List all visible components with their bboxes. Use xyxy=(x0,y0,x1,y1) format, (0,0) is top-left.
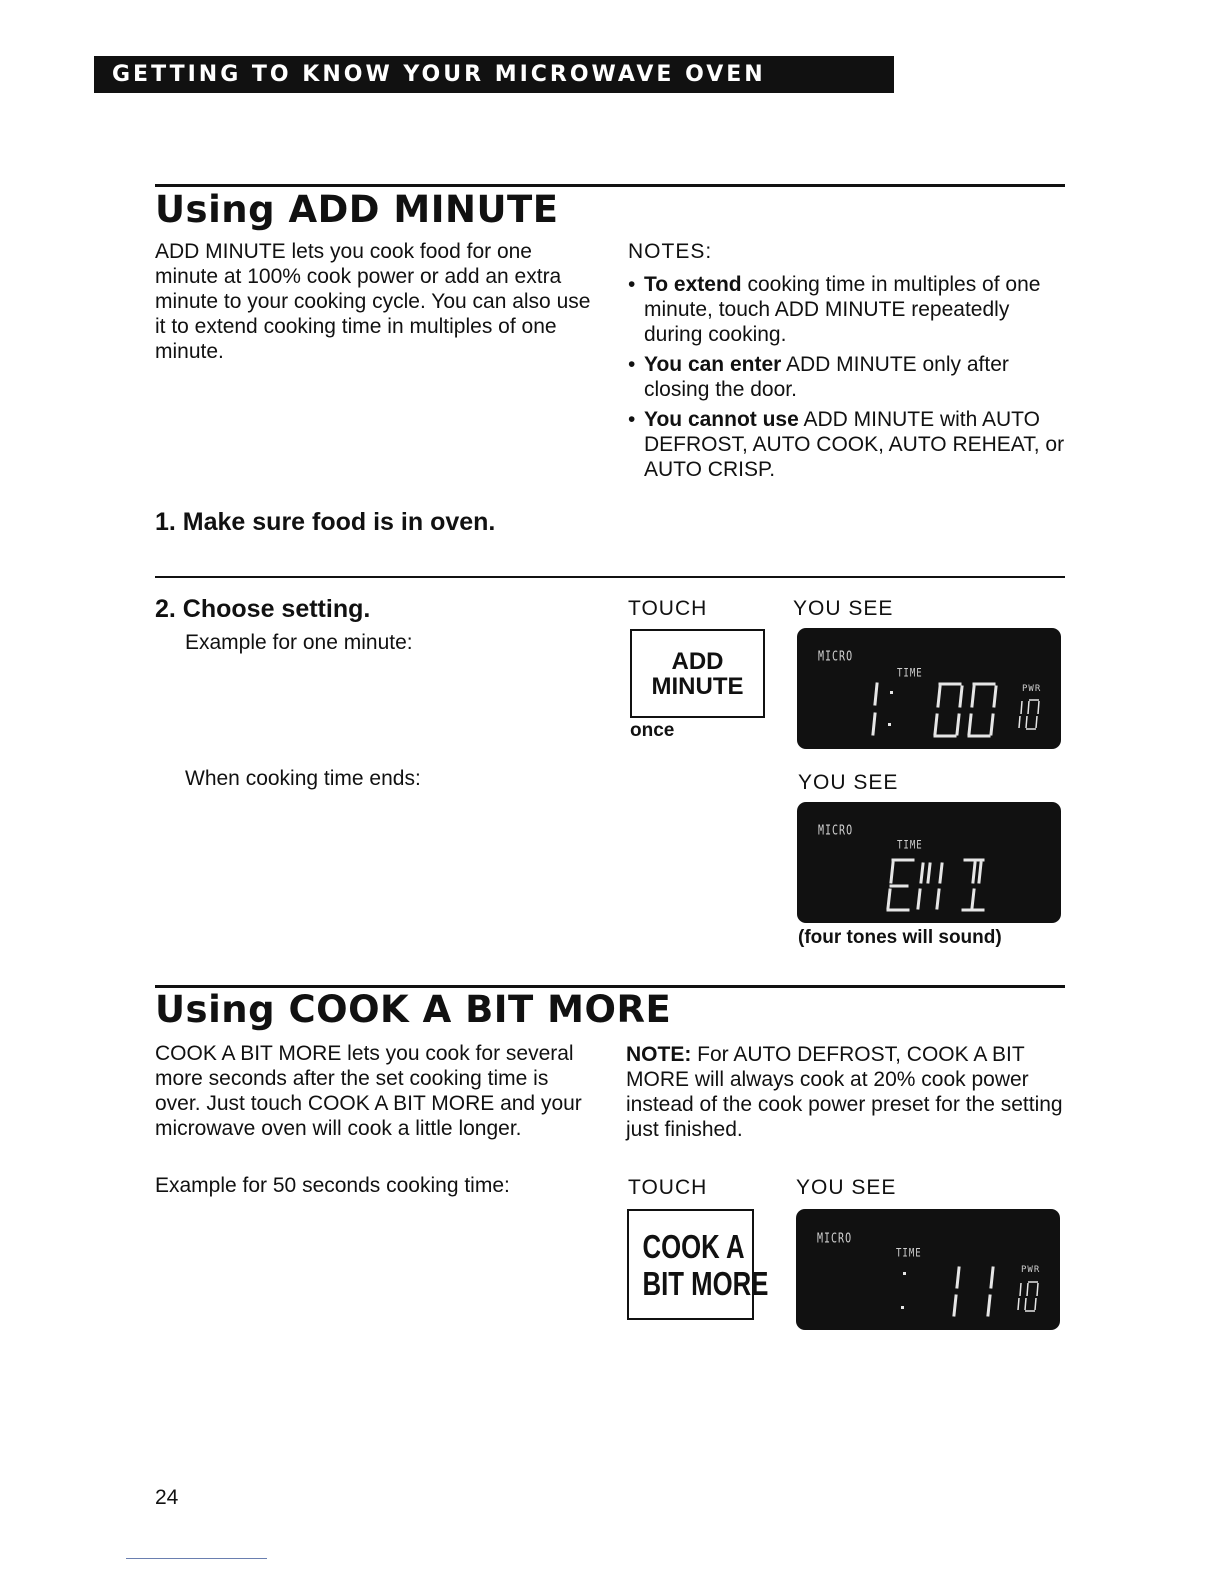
note-item xyxy=(628,352,1068,402)
page-number: 24 xyxy=(155,1486,179,1509)
key-label-line1: ADD xyxy=(671,647,724,675)
note-item xyxy=(628,407,1068,482)
notes-block xyxy=(628,239,1068,487)
section-title: Using COOK A BIT MORE xyxy=(155,988,672,1031)
bullet-icon: • xyxy=(628,353,636,376)
note-text: ADD MINUTE with AUTO DEFROST, AUTO COOK, AUTO REHEAT, or AUTO CRISP. xyxy=(644,408,1065,481)
notes-title: NOTES: xyxy=(628,240,713,263)
section-title: Using ADD MINUTE xyxy=(155,188,559,231)
display-micro-label: MICRO xyxy=(818,824,854,839)
key-caption: once xyxy=(630,720,675,741)
intro-paragraph: ADD MINUTE lets you cook food for one minute at 100% cook power or add an extra minute to your cooking cycle. You can also use it to extend cooking time in multiples of one minute. xyxy=(155,240,591,363)
bullet-icon: • xyxy=(628,408,636,431)
touch-label: TOUCH xyxy=(628,597,708,620)
you-see-label: YOU SEE xyxy=(798,771,899,794)
display-pwr-label: PWR xyxy=(1022,684,1042,694)
note-text: cooking time in multiples of one minute, touch ADD MINUTE repeatedly during cooking. xyxy=(644,273,1041,346)
key-label-line2: MINUTE xyxy=(651,672,744,700)
section-banner: GETTING TO KNOW YOUR MICROWAVE OVEN xyxy=(94,56,894,93)
key-label-line1: COOK A xyxy=(642,1227,745,1265)
add-minute-key xyxy=(630,629,765,718)
oven-display xyxy=(797,628,1061,749)
note-text: ADD MINUTE only after closing the door. xyxy=(644,353,1009,401)
oven-display xyxy=(796,1209,1060,1330)
touch-label: TOUCH xyxy=(628,1176,708,1199)
intro-paragraph: COOK A BIT MORE lets you cook for several more seconds after the set cooking time is over. Just touch COOK A BIT MORE and your microwave oven will cook a little longer. xyxy=(155,1042,582,1140)
display-pwr-label: PWR xyxy=(1021,1265,1041,1275)
display-time-label: TIME xyxy=(897,667,923,681)
note-item xyxy=(628,272,1068,347)
display-time-label: TIME xyxy=(896,1247,922,1261)
oven-display xyxy=(797,802,1061,923)
you-see-label: YOU SEE xyxy=(796,1176,897,1199)
display-segments xyxy=(797,802,1061,923)
step-rule xyxy=(155,576,1065,578)
footer-rule xyxy=(126,1558,267,1559)
note-lead: You can enter xyxy=(644,353,782,376)
example-text: Example for 50 seconds cooking time: xyxy=(155,1174,510,1197)
note-lead: You cannot use xyxy=(644,408,799,431)
display-time-label: TIME xyxy=(897,839,923,853)
section-rule xyxy=(155,184,1065,187)
bullet-icon: • xyxy=(628,273,636,296)
display-micro-label: MICRO xyxy=(818,650,854,665)
key-label-line2: BIT MORE xyxy=(642,1264,769,1302)
note-block xyxy=(626,1042,1066,1142)
ends-text: When cooking time ends: xyxy=(185,767,421,790)
cook-a-bit-more-key xyxy=(627,1209,769,1320)
step-two: 2. Choose setting. xyxy=(155,595,371,623)
note-lead: NOTE: xyxy=(626,1043,692,1066)
you-see-label: YOU SEE xyxy=(793,597,894,620)
display-micro-label: MICRO xyxy=(817,1232,853,1247)
step-one: 1. Make sure food is in oven. xyxy=(155,508,496,536)
example-text: Example for one minute: xyxy=(185,631,413,654)
note-text: For AUTO DEFROST, COOK A BIT MORE will always cook at 20% cook power instead of the cook power preset for the setting just finished. xyxy=(626,1043,1063,1141)
tones-caption: (four tones will sound) xyxy=(798,927,1002,948)
note-lead: To extend xyxy=(644,273,742,296)
